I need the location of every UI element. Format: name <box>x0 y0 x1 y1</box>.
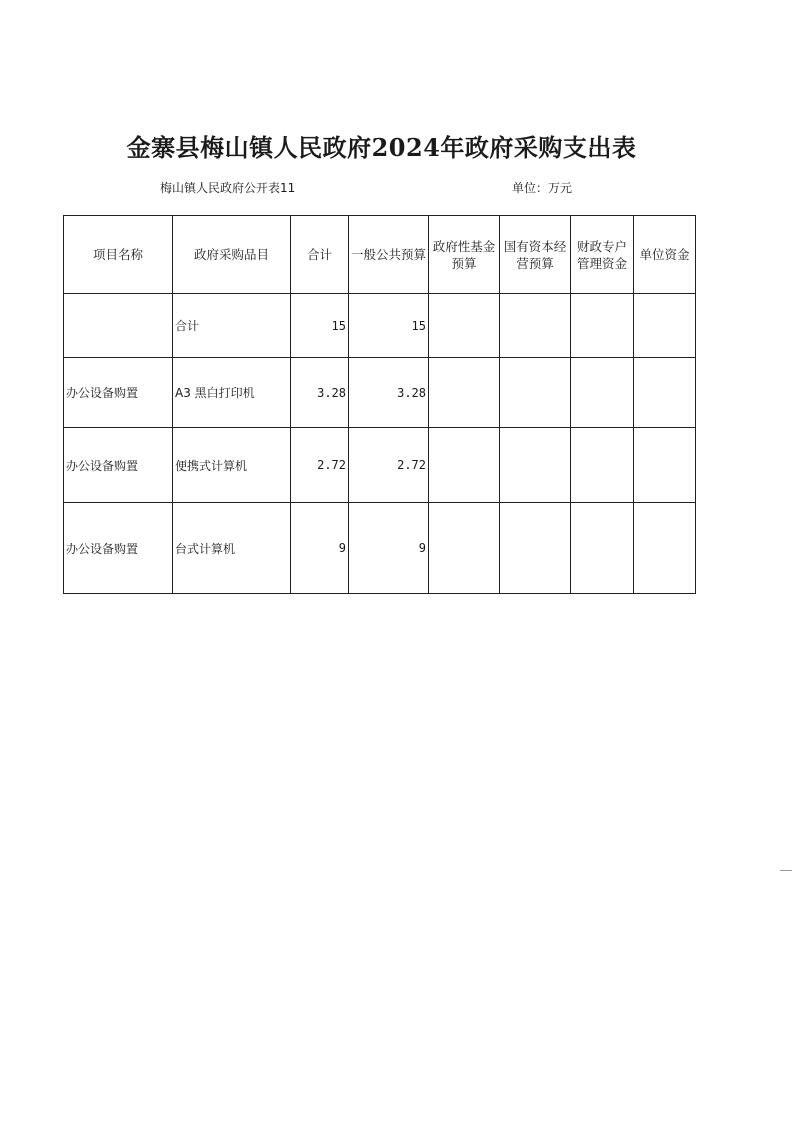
table-row <box>64 503 696 594</box>
cell-special-fund <box>571 428 634 503</box>
cell-special-fund <box>571 358 634 428</box>
header-state-capital: 国有资本经营预算 <box>500 216 571 294</box>
cell-project: 办公设备购置 <box>64 358 173 428</box>
header-row <box>64 216 696 294</box>
cell-project: 办公设备购置 <box>64 428 173 503</box>
cell-gov-fund <box>429 503 500 594</box>
unit-label: 单位：万元 <box>512 181 573 195</box>
cell-total: 3.28 <box>291 358 349 428</box>
header-general-budget: 一般公共预算 <box>349 216 429 294</box>
cell-general-budget: 3.28 <box>349 358 429 428</box>
table-row <box>64 428 696 503</box>
cell-general-budget: 9 <box>349 503 429 594</box>
cell-unit-fund <box>634 294 696 358</box>
cell-item: 合计 <box>173 294 291 358</box>
cell-total: 2.72 <box>291 428 349 503</box>
cell-unit-fund <box>634 428 696 503</box>
cell-unit-fund <box>634 358 696 428</box>
header-special-fund: 财政专户管理资金 <box>571 216 634 294</box>
page-title: 金寨县梅山镇人民政府2024年政府采购支出表 <box>126 133 637 162</box>
cell-gov-fund <box>429 294 500 358</box>
form-id: 梅山镇人民政府公开表11 <box>160 181 296 195</box>
cell-item: 便携式计算机 <box>173 428 291 503</box>
cell-unit-fund <box>634 503 696 594</box>
table-row-total <box>64 294 696 358</box>
cell-state-capital <box>500 503 571 594</box>
header-project-name: 项目名称 <box>64 216 173 294</box>
cell-project <box>64 294 173 358</box>
cell-special-fund <box>571 503 634 594</box>
header-unit-fund: 单位资金 <box>634 216 696 294</box>
cell-project: 办公设备购置 <box>64 503 173 594</box>
procurement-table <box>63 215 696 594</box>
cell-special-fund <box>571 294 634 358</box>
cell-gov-fund <box>429 358 500 428</box>
header-item: 政府采购品目 <box>173 216 291 294</box>
cell-state-capital <box>500 428 571 503</box>
scan-edge-mark <box>780 870 792 871</box>
cell-state-capital <box>500 358 571 428</box>
cell-item: 台式计算机 <box>173 503 291 594</box>
cell-state-capital <box>500 294 571 358</box>
cell-general-budget: 2.72 <box>349 428 429 503</box>
cell-total: 15 <box>291 294 349 358</box>
cell-gov-fund <box>429 428 500 503</box>
table-row <box>64 358 696 428</box>
cell-general-budget: 15 <box>349 294 429 358</box>
header-total: 合计 <box>291 216 349 294</box>
cell-total: 9 <box>291 503 349 594</box>
cell-item: A3 黑白打印机 <box>173 358 291 428</box>
header-gov-fund: 政府性基金预算 <box>429 216 500 294</box>
